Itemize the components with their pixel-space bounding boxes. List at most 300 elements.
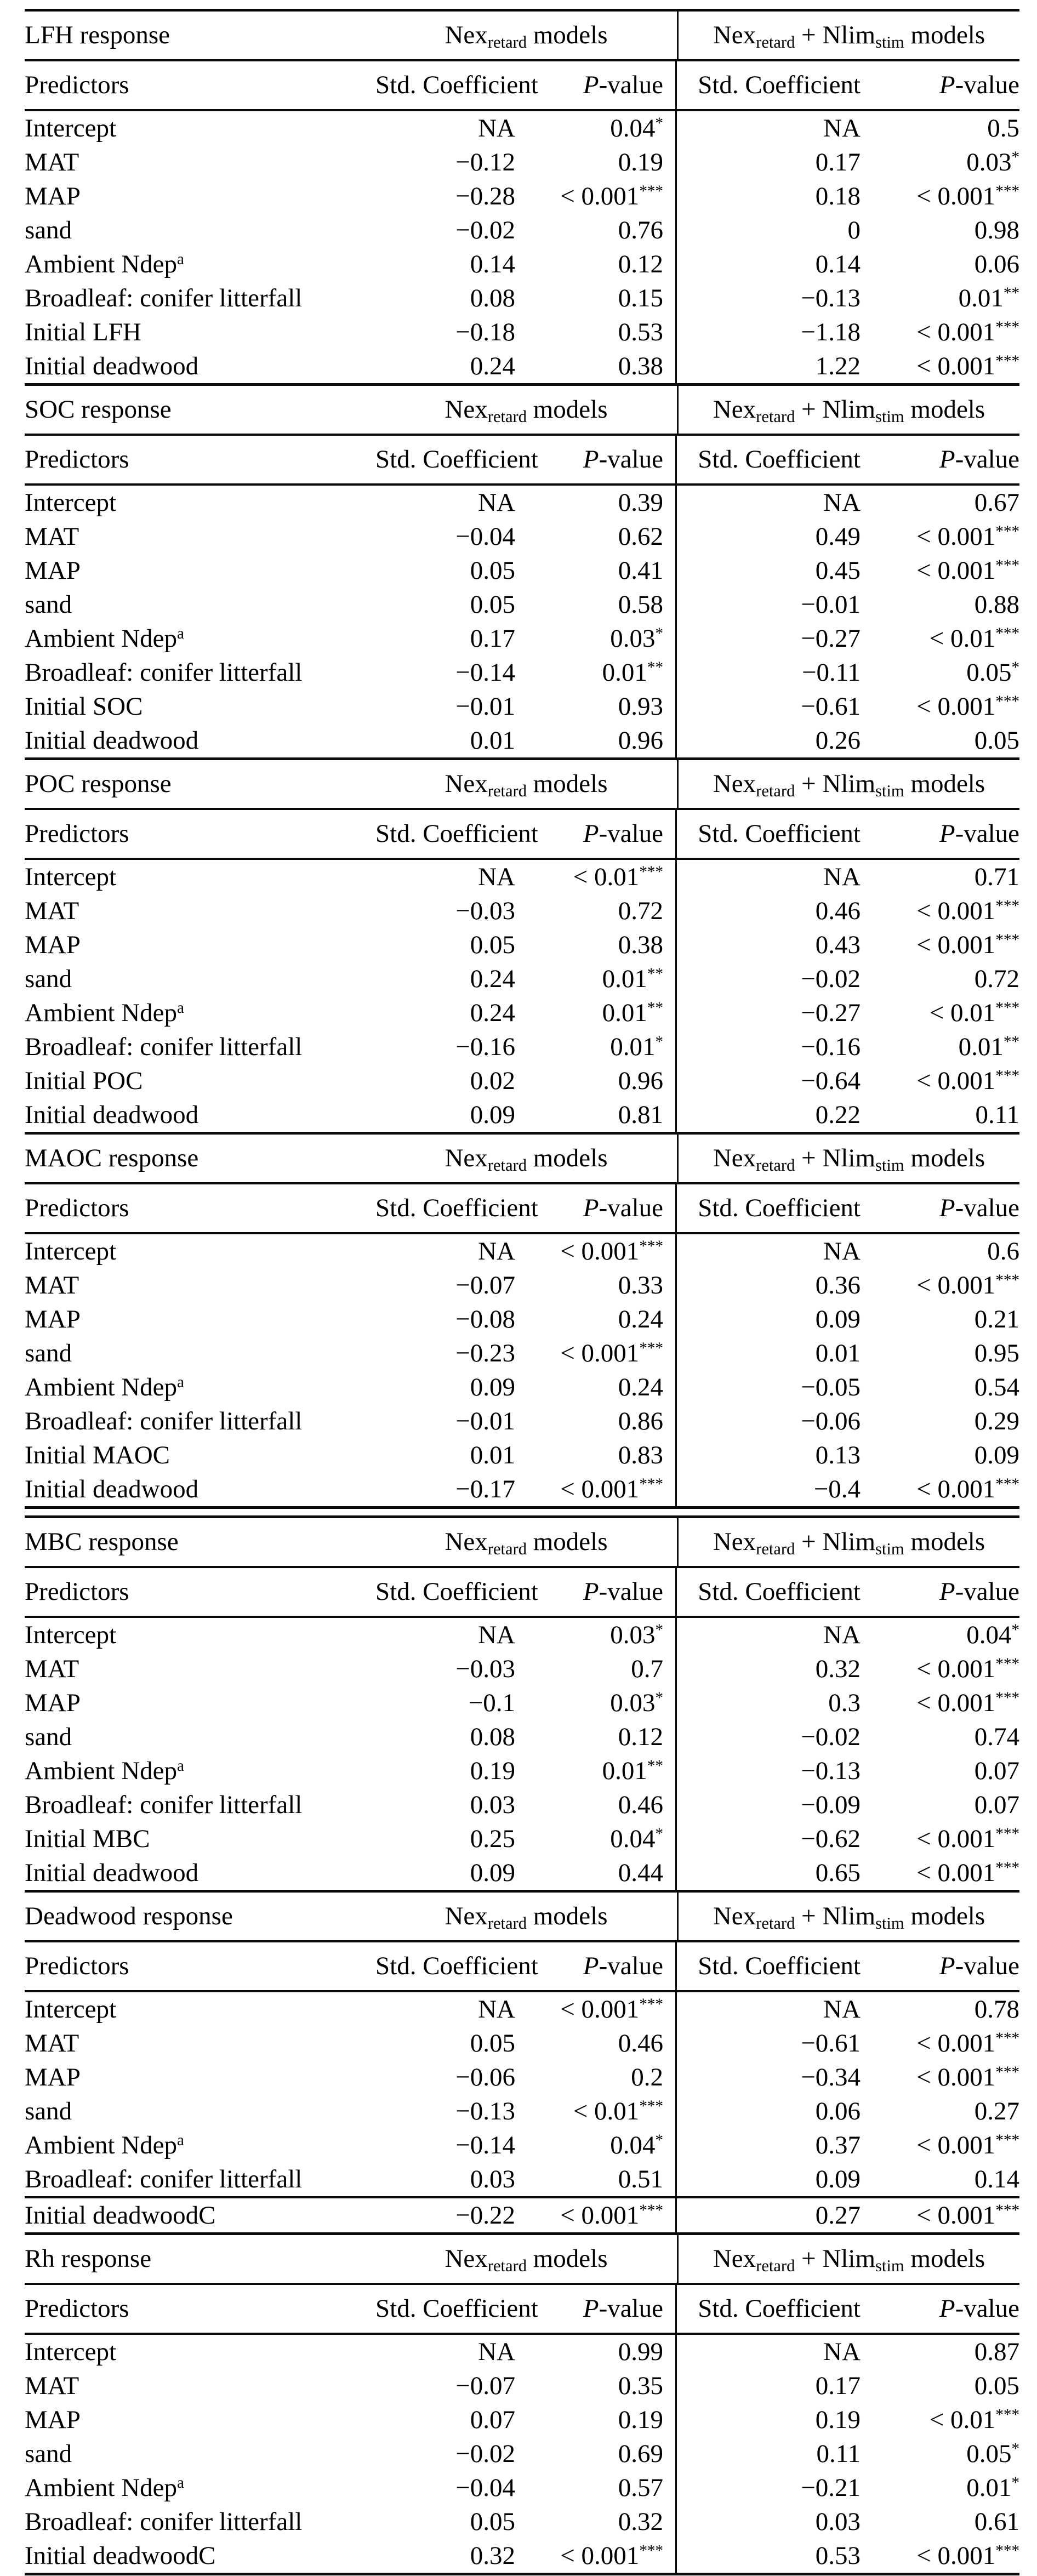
- coefficient-cell-model2: 0.43: [815, 931, 861, 959]
- coefficient-cell-model1: 0.09: [470, 1859, 515, 1887]
- predictor-cell: MAT: [25, 2372, 79, 2400]
- coefficient-cell-model1: 0.24: [470, 352, 515, 380]
- coefficient-cell-model2: 0.26: [815, 726, 861, 755]
- section-mbc-response: [25, 1518, 1019, 1890]
- predictor-cell: MAP: [25, 2063, 81, 2091]
- significance-stars: ***: [995, 1655, 1019, 1673]
- p-value-cell-model1: 0.2: [515, 2060, 677, 2094]
- p-value-cell-model1: 0.72: [515, 894, 677, 928]
- predictor-cell: Ambient Ndep$^a$: [25, 999, 184, 1027]
- p-value-symbol: P: [583, 1577, 599, 1606]
- footnote-marker: a: [177, 1374, 184, 1392]
- coefficient-cell-model2: −1.18: [801, 318, 861, 346]
- predictor-cell: Intercept: [25, 1237, 117, 1266]
- p-value-cell-model1: < 0.01***: [515, 860, 677, 894]
- subscript-retard: retard: [487, 1539, 527, 1558]
- significance-stars: ***: [639, 1340, 663, 1358]
- column-header-predictors: Predictors: [25, 1577, 129, 1606]
- p-value-cell-model2: 0.05*: [966, 2440, 1019, 2468]
- model-group-2-header: Nexretard + Nlimstim models: [677, 2235, 1019, 2283]
- predictor-cell: Ambient Ndep$^a$: [25, 2474, 184, 2502]
- p-value-cell-model2: 0.71: [974, 863, 1019, 891]
- predictor-cell: Intercept: [25, 114, 117, 143]
- predictor-cell: MAT: [25, 148, 79, 176]
- p-value-cell-model1: < 0.001***: [515, 179, 677, 213]
- p-value-cell-model2: 0.07: [974, 1757, 1019, 1785]
- subscript-stim: stim: [875, 1913, 904, 1933]
- column-header-row: [25, 1568, 1019, 1616]
- coefficient-cell-model1: −0.07: [455, 2372, 515, 2400]
- predictor-cell: Intercept: [25, 863, 117, 891]
- p-value-cell-model2: 0.95: [974, 1339, 1019, 1367]
- table-row: [25, 2060, 1019, 2094]
- significance-stars: *: [655, 115, 663, 133]
- predictor-cell: MAT: [25, 2029, 79, 2058]
- coefficient-cell-model1: 0.32: [470, 2541, 515, 2570]
- table-row: [25, 2539, 1019, 2573]
- coefficient-cell-model1: 0.19: [470, 1757, 515, 1785]
- section-title: POC response: [25, 770, 172, 798]
- p-value-cell-model2: 0.21: [974, 1305, 1019, 1333]
- coefficient-cell-model2: −0.01: [801, 590, 861, 619]
- section-header-row: [25, 386, 1019, 434]
- column-header-std-coefficient-model1: Std. Coefficient: [375, 71, 538, 99]
- significance-stars: ***: [995, 1825, 1019, 1843]
- section-header-row: [25, 1893, 1019, 1940]
- significance-stars: ***: [995, 2030, 1019, 2048]
- p-value-symbol: P: [939, 2294, 955, 2323]
- part-break-gap: [25, 1509, 1019, 1515]
- p-value-cell-model1: 0.51: [515, 2162, 677, 2196]
- significance-stars: ***: [995, 183, 1019, 201]
- p-value-cell-model1: < 0.001***: [515, 2198, 677, 2232]
- predictor-cell: Initial MBC: [25, 1825, 150, 1853]
- p-value-cell-model2: 0.05: [974, 726, 1019, 755]
- column-header-p-value-model1: P-value: [515, 2285, 677, 2333]
- predictor-cell: Initial LFH: [25, 318, 141, 346]
- coefficient-cell-model1: NA: [478, 863, 515, 891]
- significance-stars: ***: [995, 931, 1019, 949]
- p-value-cell-model1: 0.93: [515, 689, 677, 723]
- subscript-retard: retard: [756, 32, 795, 52]
- column-header-row: [25, 2285, 1019, 2333]
- p-value-cell-model2: < 0.001***: [916, 1475, 1019, 1503]
- p-value-cell-model1: 0.04*: [515, 2128, 677, 2162]
- predictor-cell: Initial deadwoodC: [25, 2201, 216, 2230]
- predictor-cell: Initial POC: [25, 1067, 143, 1095]
- predictor-cell: Ambient Ndep$^a$: [25, 1373, 184, 1401]
- coefficient-cell-model1: −0.07: [455, 1271, 515, 1300]
- subscript-stim: stim: [875, 781, 904, 800]
- column-header-row: [25, 810, 1019, 858]
- p-value-cell-model1: 0.38: [515, 349, 677, 383]
- coefficient-cell-model2: −0.27: [801, 999, 861, 1027]
- predictor-cell: MAT: [25, 897, 79, 925]
- column-header-std-coefficient-model2: Std. Coefficient: [698, 445, 861, 474]
- table-row: [25, 656, 1019, 689]
- p-value-cell-model2: 0.01*: [966, 2474, 1019, 2502]
- table-row: [25, 2026, 1019, 2060]
- table-row: [25, 179, 1019, 213]
- model-group-2-header: Nexretard + Nlimstim models: [677, 12, 1019, 59]
- coefficient-cell-model1: −0.01: [455, 692, 515, 721]
- subscript-retard: retard: [487, 781, 527, 800]
- p-value-symbol: P: [939, 1952, 955, 1980]
- p-value-cell-model2: 0.67: [974, 488, 1019, 517]
- p-value-cell-model2: < 0.001***: [916, 1689, 1019, 1717]
- column-header-std-coefficient-model2: Std. Coefficient: [698, 819, 861, 848]
- significance-stars: *: [1011, 2440, 1019, 2458]
- coefficient-cell-model2: 0.3: [828, 1689, 861, 1717]
- significance-stars: ***: [639, 1475, 663, 1494]
- coefficient-cell-model1: −0.01: [455, 1407, 515, 1435]
- coefficient-cell-model1: NA: [478, 488, 515, 517]
- table-row: [25, 486, 1019, 520]
- significance-stars: ***: [995, 897, 1019, 915]
- table-row: [25, 349, 1019, 383]
- p-value-cell-model1: 0.53: [515, 315, 677, 349]
- table-row: [25, 1856, 1019, 1890]
- column-header-p-value-model2: P-value: [939, 1577, 1019, 1606]
- column-header-row: [25, 61, 1019, 109]
- predictor-cell: sand: [25, 1723, 72, 1751]
- table-row: [25, 894, 1019, 928]
- predictor-cell: Initial MAOC: [25, 1441, 170, 1469]
- subscript-retard: retard: [756, 781, 795, 800]
- p-value-cell-model1: 0.76: [515, 213, 677, 247]
- predictor-cell: Broadleaf: conifer litterfall: [25, 2507, 303, 2536]
- subscript-retard: retard: [756, 1539, 795, 1558]
- model-group-2-header: Nexretard + Nlimstim models: [677, 386, 1019, 434]
- section-lfh-response: [25, 12, 1019, 383]
- table-row: [25, 1370, 1019, 1404]
- predictor-cell: Intercept: [25, 1621, 117, 1649]
- p-value-cell-model1: 0.41: [515, 554, 677, 588]
- coefficient-cell-model2: −0.02: [801, 965, 861, 993]
- coefficient-cell-model1: −0.03: [455, 897, 515, 925]
- coefficient-cell-model2: 0.18: [815, 182, 861, 210]
- p-value-cell-model1: < 0.001***: [515, 1992, 677, 2026]
- predictor-cell: Ambient Ndep$^a$: [25, 624, 184, 653]
- model-group-2-header: Nexretard + Nlimstim models: [677, 1135, 1019, 1182]
- coefficient-cell-model2: 0.32: [815, 1655, 861, 1683]
- section-soc-response: [25, 386, 1019, 757]
- p-value-cell-model1: < 0.001***: [515, 1234, 677, 1268]
- table-row: [25, 588, 1019, 622]
- table-row: [25, 2403, 1019, 2437]
- predictor-cell: Ambient Ndep$^a$: [25, 2131, 184, 2159]
- coefficient-cell-model1: −0.03: [455, 1655, 515, 1683]
- table-row: [25, 315, 1019, 349]
- table-row: [25, 1404, 1019, 1438]
- column-header-p-value-model2: P-value: [939, 819, 1019, 848]
- table-row: [25, 1652, 1019, 1686]
- coefficient-cell-model2: −0.09: [801, 1791, 861, 1819]
- table-row: [25, 1992, 1019, 2026]
- column-header-p-value-model1: P-value: [515, 1942, 677, 1990]
- p-value-cell-model1: 0.7: [515, 1652, 677, 1686]
- predictor-cell: Initial deadwoodC: [25, 2541, 216, 2570]
- p-value-cell-model2: < 0.001***: [916, 182, 1019, 210]
- significance-stars: ***: [995, 318, 1019, 337]
- table-row: [25, 281, 1019, 315]
- predictor-cell: Initial deadwood: [25, 726, 199, 755]
- coefficient-cell-model1: 0.09: [470, 1101, 515, 1129]
- coefficient-cell-model1: 0.25: [470, 1825, 515, 1853]
- p-value-cell-model1: 0.99: [515, 2335, 677, 2369]
- table-row: [25, 554, 1019, 588]
- significance-stars: **: [647, 1757, 663, 1775]
- predictor-cell: Initial deadwood: [25, 1859, 199, 1887]
- predictor-cell: sand: [25, 590, 72, 619]
- coefficient-cell-model1: NA: [478, 2338, 515, 2366]
- model-group-1-header: Nexretard models: [445, 1902, 608, 1933]
- column-header-std-coefficient-model1: Std. Coefficient: [375, 1194, 538, 1222]
- significance-stars: ***: [995, 2132, 1019, 2150]
- coefficient-cell-model2: 0.09: [815, 1305, 861, 1333]
- significance-stars: ***: [995, 999, 1019, 1017]
- p-value-symbol: P: [939, 1577, 955, 1606]
- predictor-cell: sand: [25, 2097, 72, 2125]
- table-row: [25, 2369, 1019, 2403]
- column-header-row: [25, 436, 1019, 483]
- significance-stars: ***: [995, 2202, 1019, 2220]
- coefficient-cell-model1: −0.02: [455, 2440, 515, 2468]
- significance-stars: ***: [995, 2406, 1019, 2424]
- section-title: Deadwood response: [25, 1902, 233, 1930]
- significance-stars: *: [1011, 1621, 1019, 1639]
- coefficient-cell-model2: −0.64: [801, 1067, 861, 1095]
- coefficient-cell-model1: −0.08: [455, 1305, 515, 1333]
- column-header-std-coefficient-model1: Std. Coefficient: [375, 1577, 538, 1606]
- coefficient-cell-model1: 0.17: [470, 624, 515, 653]
- p-value-cell-model1: < 0.01***: [515, 2094, 677, 2128]
- column-header-predictors: Predictors: [25, 445, 129, 474]
- significance-stars: ***: [995, 1475, 1019, 1494]
- p-value-cell-model1: 0.04*: [515, 1822, 677, 1856]
- significance-stars: ***: [639, 1238, 663, 1256]
- predictor-cell: Broadleaf: conifer litterfall: [25, 1033, 303, 1061]
- coefficient-cell-model1: −0.13: [455, 2097, 515, 2125]
- coefficient-cell-model2: 0.19: [815, 2406, 861, 2434]
- p-value-cell-model2: < 0.001***: [916, 1655, 1019, 1683]
- p-value-cell-model2: < 0.001***: [916, 931, 1019, 959]
- table-row: [25, 111, 1019, 145]
- section-maoc-response: [25, 1135, 1019, 1506]
- table-row: [25, 2505, 1019, 2539]
- table-row: [25, 2471, 1019, 2505]
- section-title: MAOC response: [25, 1144, 199, 1172]
- model-group-1-header: Nexretard models: [445, 2244, 608, 2275]
- predictor-cell: sand: [25, 1339, 72, 1367]
- predictor-cell: MAT: [25, 1655, 79, 1683]
- section-header-row: [25, 1518, 1019, 1566]
- coefficient-cell-model1: 0.08: [470, 284, 515, 312]
- column-header-predictors: Predictors: [25, 71, 129, 99]
- column-header-std-coefficient-model2: Std. Coefficient: [698, 2294, 861, 2323]
- coefficient-cell-model1: 0.14: [470, 250, 515, 278]
- model-group-1-header: Nexretard models: [445, 395, 608, 426]
- column-header-p-value-model1: P-value: [515, 61, 677, 109]
- coefficient-cell-model2: 0.03: [815, 2507, 861, 2536]
- p-value-cell-model1: 0.04*: [515, 111, 677, 145]
- table-row: [25, 1822, 1019, 1856]
- column-header-std-coefficient-model2: Std. Coefficient: [698, 71, 861, 99]
- significance-stars: *: [1011, 2474, 1019, 2492]
- table-row: [25, 962, 1019, 996]
- p-value-cell-model2: 0.07: [974, 1791, 1019, 1819]
- table-bottom-rule: [25, 2573, 1019, 2575]
- coefficient-cell-model2: NA: [823, 1995, 861, 2024]
- model-group-1-header: Nexretard models: [445, 770, 608, 800]
- significance-stars: ***: [995, 1859, 1019, 1877]
- footnote-marker: a: [177, 2132, 184, 2150]
- footnote-marker: a: [177, 2474, 184, 2492]
- p-value-cell-model2: < 0.001***: [916, 692, 1019, 721]
- table-row: [25, 996, 1019, 1030]
- predictor-cell: Ambient Ndep$^a$: [25, 250, 184, 278]
- p-value-cell-model2: < 0.001***: [916, 1271, 1019, 1300]
- coefficient-cell-model1: 0.05: [470, 2029, 515, 2058]
- coefficient-cell-model1: −0.14: [455, 2131, 515, 2159]
- coefficient-cell-model2: NA: [823, 1621, 861, 1649]
- coefficient-cell-model1: 0.01: [470, 1441, 515, 1469]
- subscript-stim: stim: [875, 1155, 904, 1175]
- p-value-cell-model2: 0.5: [987, 114, 1019, 143]
- predictor-cell: MAP: [25, 2406, 81, 2434]
- p-value-cell-model2: < 0.01***: [929, 2406, 1019, 2434]
- column-header-p-value-model1: P-value: [515, 1184, 677, 1232]
- significance-stars: *: [655, 1621, 663, 1639]
- significance-stars: **: [647, 999, 663, 1017]
- p-value-cell-model1: 0.03*: [515, 1686, 677, 1720]
- table-row: [25, 2437, 1019, 2471]
- model-group-2-header: Nexretard + Nlimstim models: [677, 760, 1019, 808]
- subscript-retard: retard: [487, 407, 527, 426]
- column-header-p-value-model2: P-value: [939, 445, 1019, 474]
- table-row: [25, 2162, 1019, 2196]
- coefficient-cell-model2: −0.11: [801, 658, 861, 687]
- p-value-cell-model2: 0.61: [974, 2507, 1019, 2536]
- coefficient-cell-model1: −0.17: [455, 1475, 515, 1503]
- table-row: [25, 1720, 1019, 1754]
- table-row: [25, 1618, 1019, 1652]
- coefficient-cell-model2: −0.13: [801, 1757, 861, 1785]
- table-row: [25, 2335, 1019, 2369]
- column-header-std-coefficient-model1: Std. Coefficient: [375, 819, 538, 848]
- section-header-row: [25, 760, 1019, 808]
- coefficient-cell-model1: 0.24: [470, 965, 515, 993]
- coefficient-cell-model1: 0.05: [470, 931, 515, 959]
- p-value-cell-model1: 0.86: [515, 1404, 677, 1438]
- predictor-cell: MAT: [25, 522, 79, 551]
- p-value-symbol: P: [583, 819, 599, 848]
- footnote-marker: a: [177, 999, 184, 1017]
- column-header-p-value-model2: P-value: [939, 1952, 1019, 1980]
- significance-stars: ***: [639, 183, 663, 201]
- column-header-std-coefficient-model1: Std. Coefficient: [375, 1952, 538, 1980]
- p-value-cell-model1: 0.12: [515, 1720, 677, 1754]
- predictor-cell: Broadleaf: conifer litterfall: [25, 2165, 303, 2193]
- p-value-symbol: P: [583, 1194, 599, 1222]
- footnote-marker: a: [177, 1757, 184, 1775]
- significance-stars: *: [655, 1033, 663, 1051]
- coefficient-cell-model1: 0.01: [470, 726, 515, 755]
- predictor-cell: Ambient Ndep$^a$: [25, 1757, 184, 1785]
- significance-stars: *: [655, 2132, 663, 2150]
- p-value-cell-model2: 0.98: [974, 216, 1019, 244]
- coefficient-cell-model2: −0.34: [801, 2063, 861, 2091]
- significance-stars: ***: [995, 625, 1019, 643]
- column-header-p-value-model1: P-value: [515, 436, 677, 483]
- coefficient-cell-model1: NA: [478, 1621, 515, 1649]
- predictor-cell: MAP: [25, 556, 81, 585]
- coefficient-cell-model2: −0.06: [801, 1407, 861, 1435]
- predictor-cell: Broadleaf: conifer litterfall: [25, 1791, 303, 1819]
- table-row: [25, 860, 1019, 894]
- table-row: [25, 1754, 1019, 1788]
- coefficient-cell-model2: NA: [823, 114, 861, 143]
- model-group-1-header: Nexretard models: [445, 1528, 608, 1558]
- footnote-marker: a: [177, 625, 184, 643]
- table-row: [25, 145, 1019, 179]
- p-value-cell-model2: 0.06: [974, 250, 1019, 278]
- coefficient-cell-model2: −0.13: [801, 284, 861, 312]
- p-value-cell-model2: < 0.001***: [916, 1859, 1019, 1887]
- table-row: [25, 1438, 1019, 1472]
- coefficient-cell-model2: 0.37: [815, 2131, 861, 2159]
- coefficient-cell-model1: 0.05: [470, 2507, 515, 2536]
- significance-stars: *: [655, 1825, 663, 1843]
- coefficient-cell-model2: 0.49: [815, 522, 861, 551]
- coefficient-cell-model2: 0: [847, 216, 861, 244]
- coefficient-cell-model2: 0.09: [815, 2165, 861, 2193]
- column-header-row: [25, 1184, 1019, 1232]
- predictor-cell: sand: [25, 216, 72, 244]
- coefficient-cell-model2: 0.14: [815, 250, 861, 278]
- section-poc-response: [25, 760, 1019, 1132]
- column-header-std-coefficient-model2: Std. Coefficient: [698, 1952, 861, 1980]
- p-value-cell-model2: < 0.001***: [916, 318, 1019, 346]
- p-value-cell-model2: 0.78: [974, 1995, 1019, 2024]
- p-value-cell-model2: 0.03*: [966, 148, 1019, 176]
- table-row: [25, 1336, 1019, 1370]
- p-value-cell-model2: 0.29: [974, 1407, 1019, 1435]
- coefficient-cell-model2: 0.17: [815, 2372, 861, 2400]
- p-value-cell-model2: 0.05: [974, 2372, 1019, 2400]
- p-value-cell-model1: 0.81: [515, 1098, 677, 1132]
- p-value-cell-model1: 0.46: [515, 1788, 677, 1822]
- predictor-cell: Intercept: [25, 2338, 117, 2366]
- significance-stars: **: [647, 659, 663, 677]
- subscript-retard: retard: [487, 32, 527, 52]
- p-value-symbol: P: [939, 71, 955, 99]
- column-header-std-coefficient-model2: Std. Coefficient: [698, 1577, 861, 1606]
- coefficient-cell-model2: −0.02: [801, 1723, 861, 1751]
- predictor-cell: Initial deadwood: [25, 1475, 199, 1503]
- predictor-cell: Broadleaf: conifer litterfall: [25, 658, 303, 687]
- coefficient-cell-model2: −0.27: [801, 624, 861, 653]
- subscript-stim: stim: [875, 2256, 904, 2275]
- significance-stars: ***: [995, 2542, 1019, 2560]
- coefficient-cell-model2: 0.45: [815, 556, 861, 585]
- p-value-cell-model2: 0.05*: [966, 658, 1019, 687]
- section-deadwood-response: [25, 1893, 1019, 2232]
- predictor-cell: MAP: [25, 1305, 81, 1333]
- predictor-cell: MAP: [25, 182, 81, 210]
- coefficient-cell-model2: −0.21: [801, 2474, 861, 2502]
- significance-stars: **: [1003, 284, 1019, 303]
